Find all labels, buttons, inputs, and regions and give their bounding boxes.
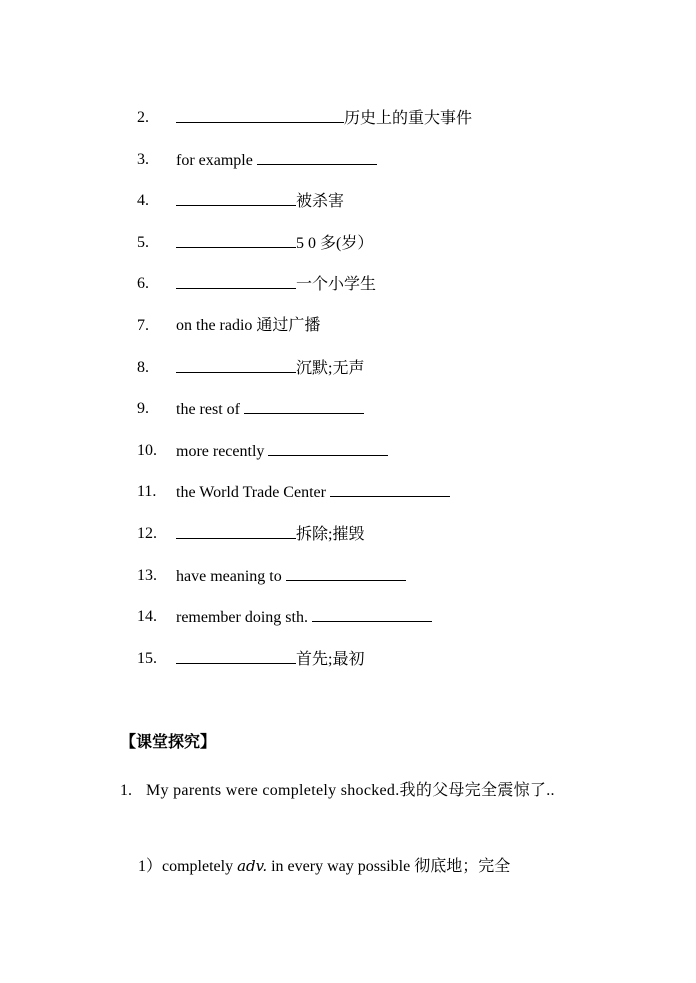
explanation-prefix: 1）completely [138,858,238,875]
list-item [0,520,696,562]
item-body [176,520,364,549]
item-number: 12. [137,524,157,542]
item-text-before: for example [176,151,257,169]
list-item [0,478,696,520]
item-body [176,562,406,591]
fill-in-blank[interactable] [286,562,406,581]
item-number: 9. [137,400,149,418]
item-number: 6. [137,275,149,293]
fill-in-blank[interactable] [257,146,377,165]
item-number: 4. [137,192,149,210]
question-text: My parents were completely shocked.我的父母完全震惊了.. [146,782,555,799]
vocabulary-list [0,104,696,686]
item-text-after: 被杀害 [296,193,345,211]
item-body [176,146,377,175]
item-number: 15. [137,649,157,667]
item-number: 2. [137,109,149,126]
item-number: 14. [137,608,157,626]
question-number: 1. [120,782,132,799]
item-number: 7. [137,316,149,334]
item-number: 3. [137,150,149,168]
list-item [0,562,696,604]
fill-in-blank[interactable] [268,437,388,456]
item-number: 11. [137,483,157,501]
list-item [0,187,696,229]
item-body [176,645,364,674]
list-item [0,312,696,354]
item-text-before: more recently [176,442,269,460]
fill-in-blank[interactable] [176,187,296,206]
fill-in-blank[interactable] [176,270,296,289]
list-item [0,146,696,188]
list-item [0,437,696,479]
fill-in-blank[interactable] [176,104,344,123]
item-text-before: remember doing sth. [176,609,312,627]
item-body [176,603,432,632]
fill-in-blank[interactable] [244,395,364,414]
fill-in-blank[interactable] [176,520,296,539]
item-body [176,478,450,507]
item-text-after: 首先;最初 [296,650,365,668]
item-number: 13. [137,566,157,584]
fill-in-blank[interactable] [176,229,296,248]
item-body [176,312,320,340]
item-text-before: the rest of [176,401,244,419]
item-text-before: have meaning to [176,567,286,585]
item-number: 8. [137,358,149,376]
item-body [176,437,388,466]
part-of-speech: adv. [237,857,268,875]
fill-in-blank[interactable] [176,354,296,373]
list-item [0,270,696,312]
explanation-definition: in every way possible 彻底地；完全 [267,858,511,875]
list-item [0,645,696,687]
item-body [176,187,344,216]
question-paragraph [120,770,590,811]
item-text-after: 拆除;摧毁 [296,525,365,543]
item-number: 5. [137,233,149,251]
fill-in-blank[interactable] [312,603,432,622]
item-text-before: the World Trade Center [176,484,330,502]
item-text-after: 沉默;无声 [296,359,365,377]
item-text-after: 一个小学生 [296,276,377,294]
list-item [0,354,696,396]
section-heading: 【课堂探究】 [120,734,217,751]
list-item [0,603,696,645]
item-text-after: 5 0 多(岁） [296,234,374,252]
list-item [0,104,696,146]
item-text-before: on the radio 通过广播 [176,316,321,334]
item-body [176,104,472,133]
list-item [0,395,696,437]
item-text-after: 历史上的重大事件 [344,110,473,127]
fill-in-blank[interactable] [330,478,450,497]
explanation-line [138,852,598,881]
item-body [176,354,364,383]
item-number: 10. [137,441,157,459]
item-body [176,395,364,424]
item-body [176,229,373,258]
fill-in-blank[interactable] [176,645,296,664]
list-item [0,229,696,271]
item-body [176,270,376,299]
